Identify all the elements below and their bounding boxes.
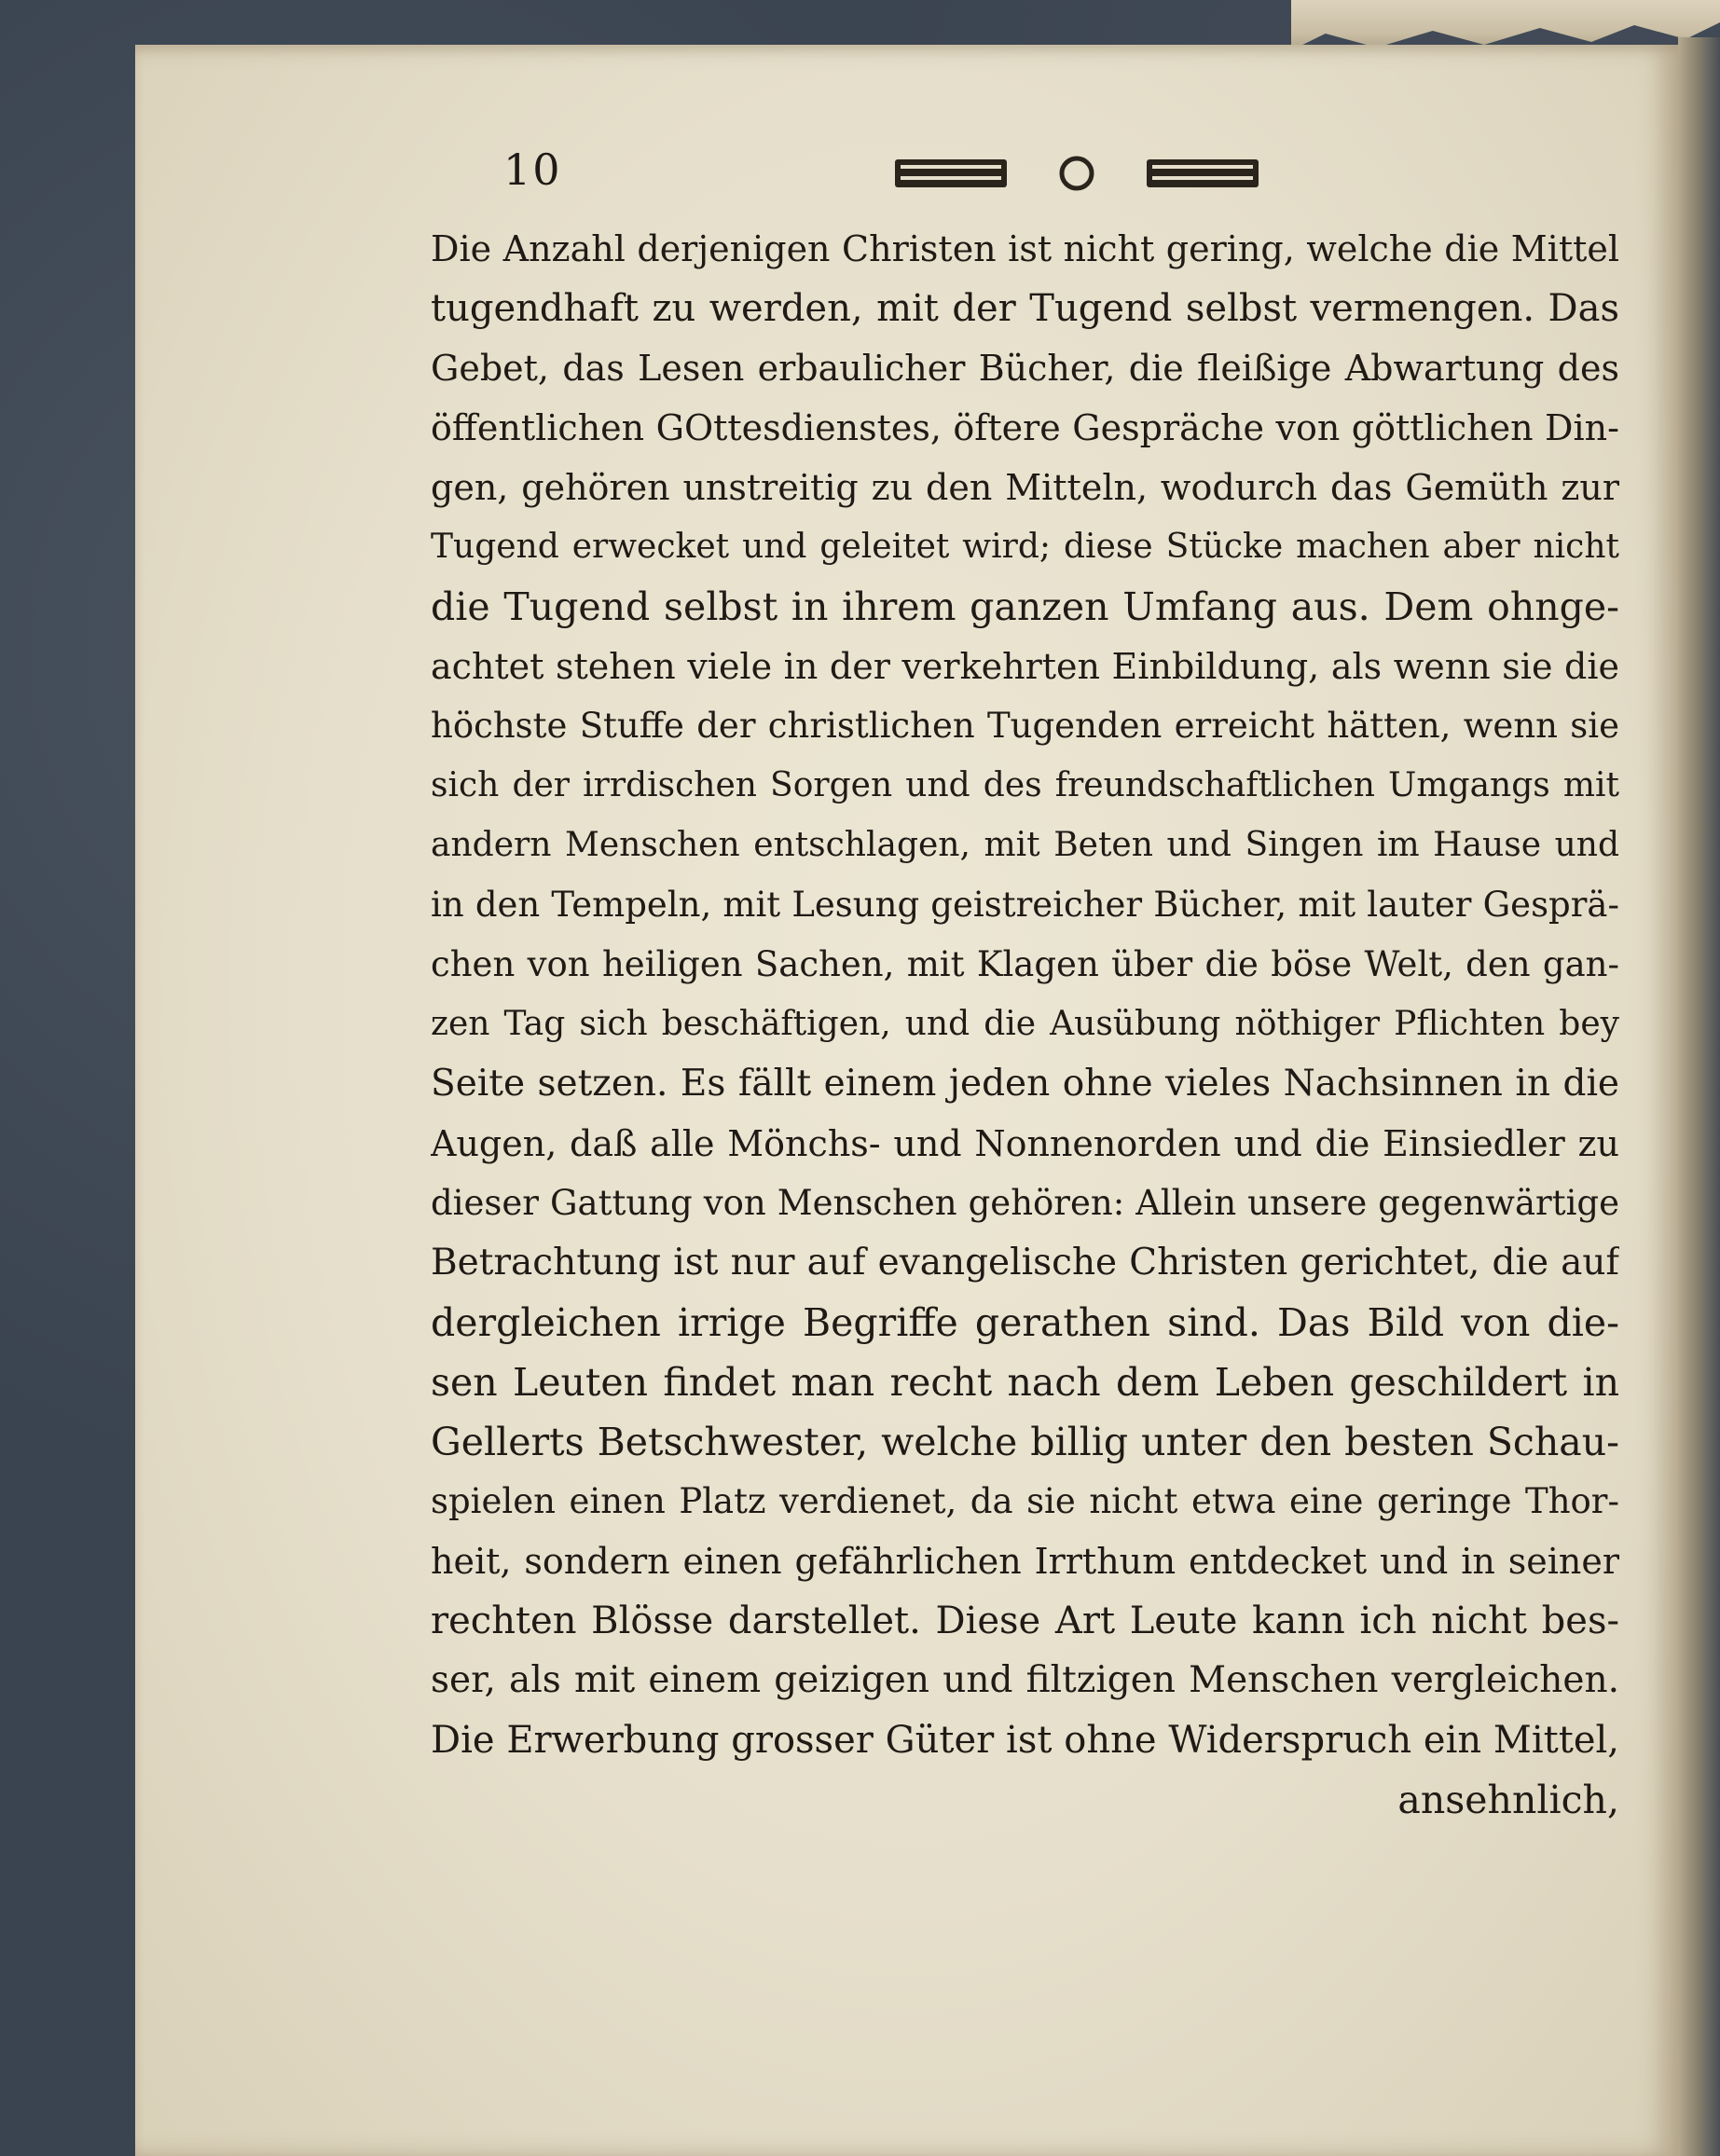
text-line: spielen einen Platz verdienet, da sie nicht etwa eine geringe Thor- [431,1481,1619,1521]
page-number: 10 [503,144,562,195]
text-line: Augen, daß alle Mönchs- und Nonnenorden und die Einsiedler zu [431,1123,1619,1164]
text-line: andern Menschen entschlagen, mit Beten und Singen im Hause und [431,826,1619,864]
text-line: rechten Blösse darstellet. Diese Art Leute kann ich nicht bes- [431,1600,1619,1642]
text-line: tugendhaft zu werden, mit der Tugend selbst vermengen. Das [431,287,1619,330]
text-line: Tugend erwecket und geleitet wird; diese Stücke machen aber nicht [431,528,1619,566]
text-line: höchste Stuffe der christlichen Tugenden erreicht hätten, wenn sie [431,706,1619,746]
text-line: zen Tag sich beschäftigen, und die Ausübung nöthiger Pflichten bey [431,1005,1619,1043]
text-line: in den Tempeln, mit Lesung geistreicher Bücher, mit lauter Gesprä- [431,885,1619,925]
catchword: ansehnlich, [1397,1778,1619,1822]
text-line: sen Leuten findet man recht nach dem Leben geschildert in [431,1360,1619,1405]
text-line: achtet stehen viele in der verkehrten Einbildung, als wenn sie die [431,646,1619,687]
text-line: gen, gehören unstreitig zu den Mitteln, wodurch das Gemüth zur [431,467,1619,508]
text-line: Die Erwerbung grosser Güter ist ohne Widerspruch ein Mittel, [431,1719,1619,1762]
ink-bleed-through [401,1892,1520,1976]
text-line: heit, sondern einen gefährlichen Irrthum entdecket und in seiner [431,1541,1619,1582]
text-line: dergleichen irrige Begriffe gerathen sind. Das Bild von die- [431,1300,1619,1345]
text-line: chen von heiligen Sachen, mit Klagen über die böse Welt, den gan- [431,944,1619,984]
header-ornament-icon [895,152,1259,199]
text-line: sich der irrdischen Sorgen und des freundschaftlichen Umgangs mit [431,766,1619,804]
text-line: die Tugend selbst in ihrem ganzen Umfang aus. Dem ohnge- [431,584,1619,629]
text-line: ser, als mit einem geizigen und filtzigen Menschen vergleichen. [431,1659,1619,1701]
text-line: Gebet, das Lesen erbaulicher Bücher, die fleißige Abwartung des [431,348,1619,389]
text-line: öffentlichen GOttesdienstes, öftere Gespräche von göttlichen Din- [431,407,1619,448]
text-line: Seite setzen. Es fällt einem jeden ohne vieles Nachsinnen in die [431,1063,1619,1105]
text-line: dieser Gattung von Menschen gehören: Allein unsere gegenwärtige [431,1183,1619,1223]
book-binding-edge [1678,37,1720,2156]
text-line: Die Anzahl derjenigen Christen ist nicht gering, welche die Mittel [431,228,1619,269]
page-body-text [431,219,1619,1830]
text-line: Betrachtung ist nur auf evangelische Christen gerichtet, die auf [431,1242,1619,1284]
text-line: Gellerts Betschwester, welche billig unter den besten Schau- [431,1420,1619,1464]
page-header [503,144,1603,210]
